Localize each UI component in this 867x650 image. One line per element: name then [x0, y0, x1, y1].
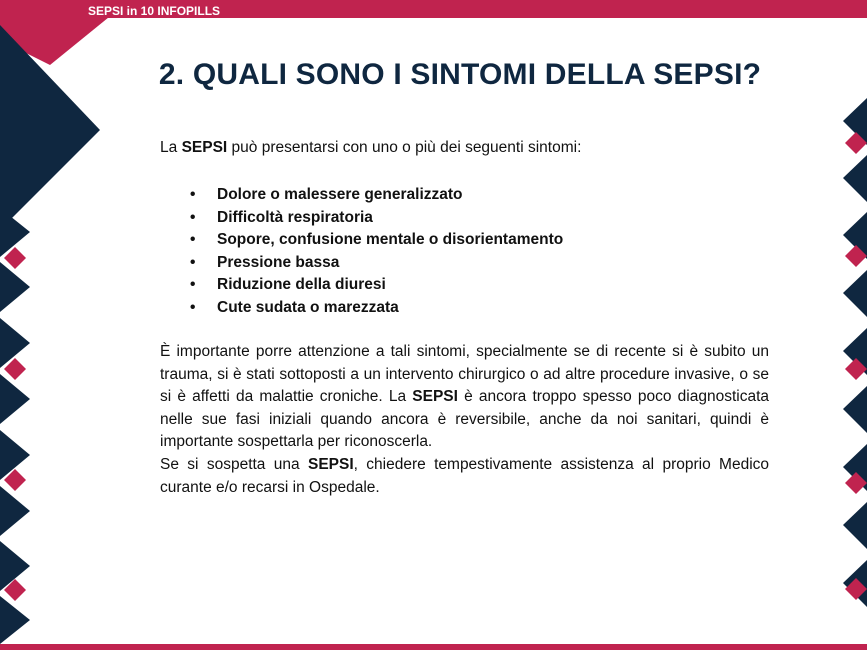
footer-bar	[0, 644, 867, 650]
symptom-text: Cute sudata o marezzata	[217, 298, 399, 316]
left-tooth	[0, 486, 30, 536]
symptom-text: Sopore, confusione mentale o disorientamento	[217, 231, 564, 249]
paragraph-action-part2: , chiedere tempestivamente assistenza al proprio Medico curante e/o recarsi in Ospedale.	[160, 455, 770, 496]
intro-prefix: La	[160, 139, 182, 156]
symptom-text: Difficoltà respiratoria	[217, 208, 373, 226]
left-tooth	[0, 596, 30, 644]
bullet-icon: •	[190, 276, 196, 294]
bullet-icon: •	[190, 253, 196, 271]
right-tooth	[843, 386, 867, 433]
paragraph-action-part1: Se si sospetta una	[160, 455, 308, 473]
symptom-item	[160, 184, 760, 207]
left-tooth	[0, 262, 30, 312]
paragraph-attention	[160, 341, 769, 454]
bullet-icon: •	[190, 298, 196, 316]
symptom-text: Riduzione della diuresi	[217, 276, 386, 294]
left-tooth	[0, 374, 30, 424]
intro-suffix: può presentarsi con uno o più dei seguenti sintomi:	[227, 139, 582, 156]
paragraph-attention-part1: È importante porre attenzione a tali sintomi, specialmente se di recente si è subito un trauma, si è stati sottoposti a un intervento chirurgico o ad altre procedure invasive, o se si è affetti da malattie croniche. La	[160, 343, 769, 406]
intro-keyword: SEPSI	[181, 139, 228, 156]
paragraph-action-keyword: SEPSI	[307, 455, 354, 473]
symptom-text: Dolore o malessere generalizzato	[217, 186, 463, 203]
paragraph-attention-keyword: SEPSI	[412, 388, 458, 406]
header-label: SEPSI in 10 INFOPILLS	[88, 4, 221, 18]
intro-text	[160, 137, 770, 159]
right-tooth	[843, 155, 867, 202]
symptom-item	[160, 207, 760, 230]
symptom-text: Pressione bassa	[217, 253, 340, 271]
right-tooth	[843, 270, 867, 317]
symptom-item	[160, 297, 760, 320]
symptom-list	[160, 184, 760, 320]
bullet-icon: •	[190, 208, 196, 226]
body-text	[160, 341, 769, 499]
symptom-item	[160, 252, 760, 275]
symptom-item	[160, 229, 760, 252]
bullet-icon: •	[190, 231, 196, 249]
bullet-icon: •	[190, 186, 196, 203]
paragraph-attention-part2: è ancora troppo spesso poco diagnosticata nelle sue fasi iniziali quando ancora è reversibile, anche da noi sanitari, quindi è importante sospettarla per riconoscerla.	[160, 388, 769, 451]
symptom-item	[160, 274, 760, 297]
right-tooth	[843, 502, 867, 549]
page-title: 2. QUALI SONO I SINTOMI DELLA SEPSI?	[158, 58, 762, 91]
paragraph-action	[160, 454, 769, 499]
